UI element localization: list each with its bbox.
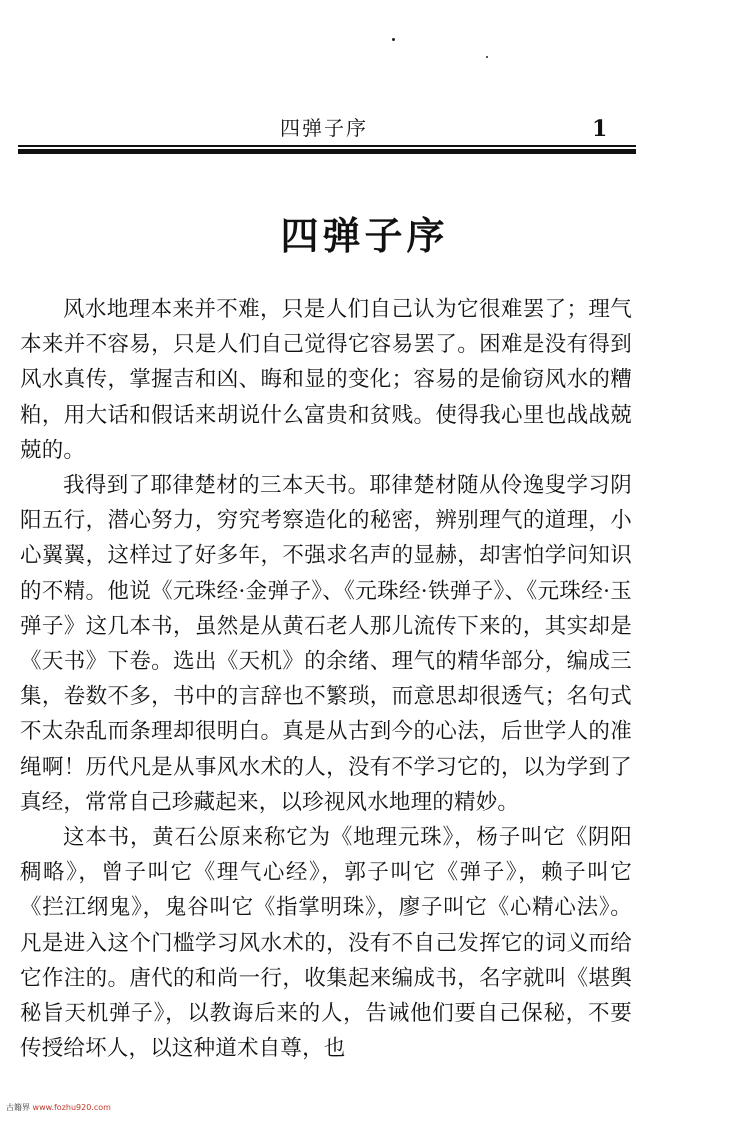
paragraph-1: 风水地理本来并不难，只是人们自己认为它很难罢了；理气本来并不容易，只是人们自己觉得它容易罢了。困难是没有得到风水真传，掌握吉和凶、晦和显的变化；容易的是偷窃风水的糟粕，用大话和假话来胡说什么富贵和贫贱。使得我心里也战战兢兢的。 bbox=[20, 297, 632, 463]
running-title: 四弹子序 bbox=[280, 116, 368, 140]
paragraph-2: 我得到了耶律楚材的三本天书。耶律楚材随从伶逸叟学习阴阳五行，潜心努力，穷究考察造化的秘密，辨别理气的道理，小心翼翼，这样过了好多年，不强求名声的显赫，却害怕学问知识的不精。他说《元珠经·金弹子》、《元珠经·铁弹子》、《元珠经·玉弹子》这几本书，虽然是从黄石老人那儿流传下来的，其实却是《天书》下卷。选出《天机》的余绪、理气的精华部分，编成三集，卷数不多，书中的言辞也不繁琐，而意思却很透气；名句式不太杂乱而条理却很明白。真是从古到今的心法，后世学人的准绳啊！历代凡是从事风水术的人，没有不学习它的，以为学到了真经，常常自己珍藏起来，以珍视风水地理的精妙。 bbox=[20, 473, 632, 815]
chapter-title: 四弹子序 bbox=[280, 214, 449, 258]
scan-speck bbox=[486, 56, 488, 58]
header-rule-thick bbox=[18, 149, 636, 154]
page-number: 1 bbox=[592, 116, 608, 142]
footer-url: www.fozhu920.com bbox=[32, 1103, 111, 1112]
header-rule-thin bbox=[18, 145, 636, 147]
body-text bbox=[20, 292, 632, 1066]
paragraph-3: 这本书，黄石公原来称它为《地理元珠》，杨子叫它《阴阳稠略》，曾子叫它《理气心经》，郭子叫它《弹子》，赖子叫它《拦江纲鬼》，鬼谷叫它《指掌明珠》，廖子叫它《心精心法》。凡是进入这个门槛学习风水术的，没有不自己发挥它的词义而给它作注的。唐代的和尚一行，收集起来编成书，名字就叫《堪舆秘旨天机弹子》，以教诲后来的人，告诫他们要自己保秘，不要传授给坏人，以这种道术自尊，也 bbox=[20, 825, 632, 1062]
footer-site-name: 古籍界 bbox=[6, 1103, 30, 1112]
footer-watermark bbox=[6, 1102, 111, 1113]
running-header bbox=[0, 112, 729, 142]
scan-speck bbox=[392, 38, 395, 41]
